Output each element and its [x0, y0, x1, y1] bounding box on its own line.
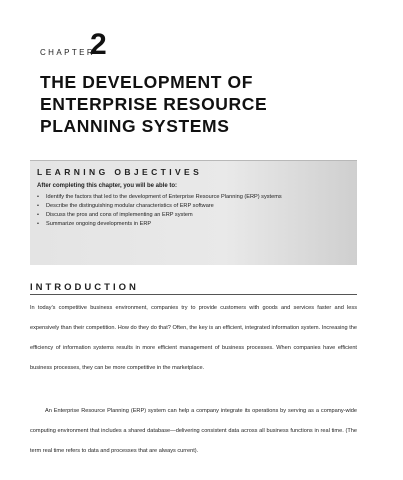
chapter-title-line: ENTERPRISE RESOURCE: [40, 94, 268, 114]
learning-objectives-list: [37, 193, 342, 229]
list-item: [37, 202, 342, 210]
section-divider: [30, 294, 357, 295]
learning-objectives-box: [30, 160, 357, 265]
list-item: [37, 220, 342, 228]
body-paragraph: In today's competitive business environment, companies try to provide customers with goods and services faster and less expensively than their competition. How do they do that? Often, the key is an efficient, integrated information system. Increasing the efficiency of information systems results in more efficient management of business processes. When companies have efficient business processes, they can be more competitive in the marketplace.: [30, 305, 357, 371]
objective-text: Summarize ongoing developments in ERP: [46, 221, 152, 227]
chapter-title: [40, 71, 370, 137]
bullet-icon: •: [37, 212, 39, 218]
body-paragraph: An Enterprise Resource Planning (ERP) system can help a company integrate its operations by serving as a company-wide computing environment that includes a shared database—delivering consistent data across all business functions in real time. (The term real time refers to data and processes that are always current).: [30, 408, 357, 454]
objective-text: Discuss the pros and cons of implementing an ERP system: [46, 212, 193, 218]
chapter-word: CHAPTER: [40, 48, 96, 57]
list-item: [37, 193, 342, 201]
introduction-heading: INTRODUCTION: [30, 282, 139, 293]
chapter-number: 2: [90, 28, 107, 61]
bullet-icon: •: [37, 203, 39, 209]
objective-text: Describe the distinguishing modular characteristics of ERP software: [46, 203, 214, 209]
list-item: [37, 211, 342, 219]
objective-text: Identify the factors that led to the development of Enterprise Resource Planning (ERP) systems: [46, 194, 282, 200]
bullet-icon: •: [37, 194, 39, 200]
learning-objectives-heading: LEARNING OBJECTIVES: [37, 167, 203, 177]
bullet-icon: •: [37, 221, 39, 227]
chapter-title-line: PLANNING SYSTEMS: [40, 116, 230, 136]
learning-objectives-intro: After completing this chapter, you will be able to:: [37, 183, 178, 189]
chapter-title-line: THE DEVELOPMENT OF: [40, 72, 254, 92]
